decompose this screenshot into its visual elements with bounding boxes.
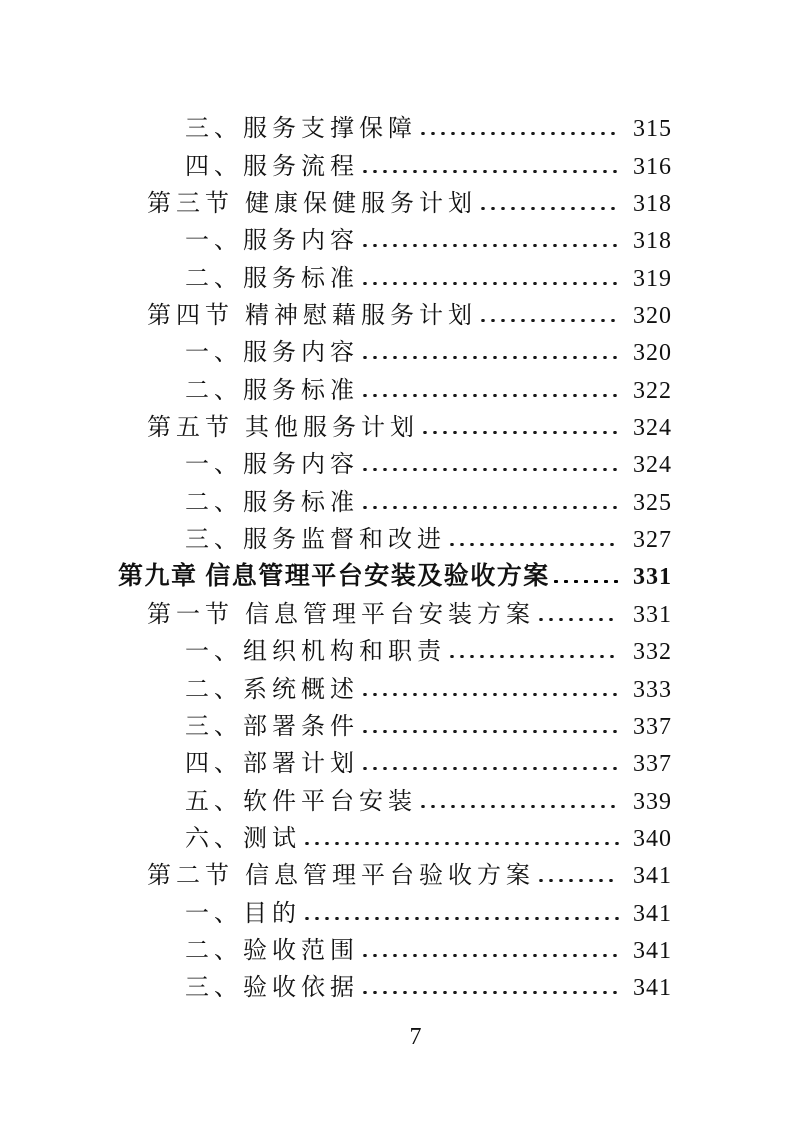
toc-entry-page-number: 318 — [633, 191, 672, 218]
dot-leader — [481, 207, 619, 210]
toc-entry-label: 四、部署计划 — [185, 751, 359, 778]
toc-entry-label: 二、服务标准 — [185, 489, 359, 516]
toc-entry-page-number: 337 — [633, 713, 672, 740]
toc-entry-label: 五、软件平台安装 — [185, 788, 417, 815]
toc-entry-page-number: 315 — [633, 116, 672, 143]
toc-entry-page-number: 318 — [633, 228, 672, 255]
dot-leader — [363, 767, 619, 770]
toc-entry-label: 一、目的 — [185, 900, 301, 927]
toc-entry-page-number: 324 — [633, 415, 672, 442]
toc-entry-label: 一、服务内容 — [185, 452, 359, 479]
toc-entry — [118, 552, 672, 589]
toc-entry — [118, 814, 672, 851]
toc-entry — [118, 926, 672, 963]
toc-entry-label: 二、验收范围 — [185, 937, 359, 964]
toc-entry-label: 三、验收依据 — [185, 975, 359, 1002]
dot-leader — [363, 954, 619, 957]
toc-entry-page-number: 341 — [633, 900, 672, 927]
toc-entry — [118, 141, 672, 178]
dot-leader — [363, 356, 619, 359]
toc-entry-page-number: 331 — [633, 601, 672, 628]
toc-entry — [118, 589, 672, 626]
dot-leader — [363, 394, 619, 397]
toc-entry-page-number: 341 — [633, 937, 672, 964]
dot-leader — [363, 170, 619, 173]
toc-entry-page-number: 320 — [633, 303, 672, 330]
dot-leader — [363, 244, 619, 247]
toc-entry — [118, 627, 672, 664]
dot-leader — [539, 879, 619, 882]
toc-entry-label: 一、组织机构和职责 — [185, 639, 446, 666]
toc-entry — [118, 403, 672, 440]
dot-leader — [363, 991, 619, 994]
dot-leader — [481, 319, 619, 322]
toc-entry — [118, 739, 672, 776]
dot-leader — [450, 543, 619, 546]
toc-entry — [118, 440, 672, 477]
dot-leader — [450, 655, 619, 658]
page-number-footer: 7 — [409, 1024, 422, 1050]
toc-entry-label: 三、服务监督和改进 — [185, 527, 446, 554]
toc-entry-page-number: 320 — [633, 340, 672, 367]
toc-entry-label: 第三节 健康保健服务计划 — [147, 191, 477, 218]
toc-entry-page-number: 341 — [633, 863, 672, 890]
dot-leader — [423, 431, 619, 434]
toc-entry — [118, 104, 672, 141]
table-of-contents — [118, 104, 672, 1000]
toc-entry-label: 四、服务流程 — [185, 153, 359, 180]
toc-entry-label: 第二节 信息管理平台验收方案 — [147, 863, 535, 890]
toc-entry-page-number: 319 — [633, 265, 672, 292]
toc-entry-label: 三、部署条件 — [185, 713, 359, 740]
toc-entry-label: 三、服务支撑保障 — [185, 116, 417, 143]
dot-leader — [554, 580, 619, 583]
toc-entry-label: 一、服务内容 — [185, 228, 359, 255]
toc-entry-page-number: 333 — [633, 676, 672, 703]
toc-entry — [118, 851, 672, 888]
toc-entry — [118, 291, 672, 328]
toc-entry-label: 一、服务内容 — [185, 340, 359, 367]
toc-entry-label: 二、系统概述 — [185, 676, 359, 703]
toc-entry — [118, 963, 672, 1000]
toc-entry — [118, 179, 672, 216]
toc-entry-label: 第四节 精神慰藉服务计划 — [147, 303, 477, 330]
toc-entry — [118, 328, 672, 365]
toc-entry — [118, 365, 672, 402]
toc-entry-page-number: 337 — [633, 751, 672, 778]
toc-entry — [118, 216, 672, 253]
toc-entry-page-number: 324 — [633, 452, 672, 479]
dot-leader — [363, 468, 619, 471]
dot-leader — [363, 693, 619, 696]
dot-leader — [363, 506, 619, 509]
toc-entry-page-number: 341 — [633, 975, 672, 1002]
dot-leader — [305, 842, 619, 845]
toc-entry-page-number: 322 — [633, 377, 672, 404]
toc-entry-label: 二、服务标准 — [185, 265, 359, 292]
dot-leader — [421, 805, 619, 808]
dot-leader — [421, 132, 619, 135]
dot-leader — [539, 618, 619, 621]
toc-entry-label: 第九章 信息管理平台安装及验收方案 — [118, 563, 550, 591]
dot-leader — [363, 730, 619, 733]
toc-entry-label: 第一节 信息管理平台安装方案 — [147, 601, 535, 628]
toc-entry-page-number: 332 — [633, 639, 672, 666]
toc-entry — [118, 776, 672, 813]
toc-entry — [118, 477, 672, 514]
toc-entry-page-number: 339 — [633, 788, 672, 815]
toc-entry-label: 六、测试 — [185, 825, 301, 852]
toc-entry — [118, 702, 672, 739]
toc-entry-label: 第五节 其他服务计划 — [147, 415, 419, 442]
toc-entry-page-number: 340 — [633, 825, 672, 852]
toc-entry — [118, 664, 672, 701]
dot-leader — [363, 282, 619, 285]
dot-leader — [305, 917, 619, 920]
toc-entry — [118, 515, 672, 552]
toc-entry — [118, 888, 672, 925]
toc-entry-page-number: 331 — [633, 564, 672, 591]
toc-entry-page-number: 316 — [633, 153, 672, 180]
toc-entry-label: 二、服务标准 — [185, 377, 359, 404]
toc-entry — [118, 253, 672, 290]
toc-entry-page-number: 325 — [633, 489, 672, 516]
toc-entry-page-number: 327 — [633, 527, 672, 554]
